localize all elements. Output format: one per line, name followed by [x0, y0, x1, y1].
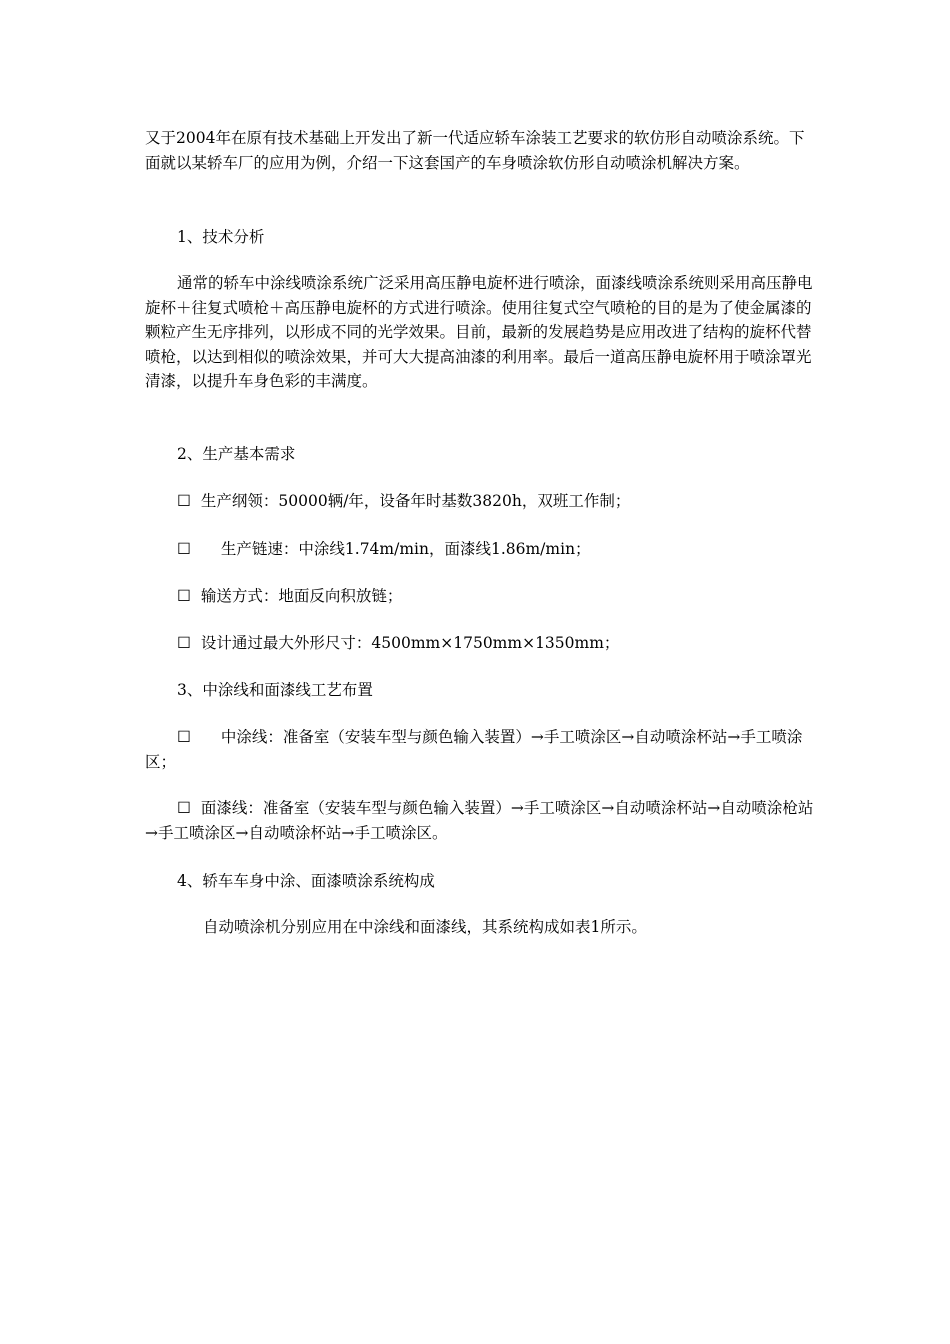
section-4-heading: 4、轿车车身中涂、面漆喷涂系统构成 — [177, 872, 435, 890]
checkbox-icon: ☐ — [177, 587, 191, 605]
layout-text: 面漆线：准备室（安装车型与颜色输入装置）→手工喷涂区→自动喷涂杯站→自动喷涂枪站→手工喷涂区→自动喷涂杯站→手工喷涂区。 — [145, 799, 814, 842]
checkbox-icon: ☐ — [177, 728, 191, 746]
requirement-item — [177, 584, 402, 608]
checkbox-icon: ☐ — [177, 492, 191, 510]
requirement-item — [177, 631, 619, 655]
requirement-text: 生产纲领：50000辆/年，设备年时基数3820h，双班工作制； — [200, 492, 631, 510]
requirement-text: 设计通过最大外形尺寸：4500mm×1750mm×1350mm； — [200, 634, 620, 652]
layout-text: 中涂线：准备室（安装车型与颜色输入装置）→手工喷涂区→自动喷涂杯站→手工喷涂区； — [145, 728, 803, 771]
section-3-heading: 3、中涂线和面漆线工艺布置 — [177, 681, 373, 699]
requirement-item — [177, 537, 591, 561]
checkbox-icon: ☐ — [177, 634, 191, 652]
checkbox-icon: ☐ — [177, 540, 191, 558]
requirement-text: 生产链速：中涂线1.74m/min，面漆线1.86m/min； — [220, 540, 591, 558]
layout-item — [145, 725, 815, 774]
requirement-text: 输送方式：地面反向积放链； — [200, 587, 403, 605]
section-1-heading: 1、技术分析 — [177, 228, 265, 246]
checkbox-icon: ☐ — [177, 799, 191, 817]
section-4-body: 自动喷涂机分别应用在中涂线和面漆线，其系统构成如表1所示。 — [203, 918, 647, 936]
section-2-heading: 2、生产基本需求 — [177, 445, 296, 463]
intro-paragraph: 又于2004年在原有技术基础上开发出了新一代适应轿车涂装工艺要求的软仿形自动喷涂系统。下面就以某轿车厂的应用为例，介绍一下这套国产的车身喷涂软仿形自动喷涂机解决方案。 — [145, 129, 805, 172]
layout-item — [145, 796, 815, 845]
requirement-item — [177, 489, 630, 513]
section-1-body: 通常的轿车中涂线喷涂系统广泛采用高压静电旋杯进行喷涂，面漆线喷涂系统则采用高压静电旋杯＋往复式喷枪＋高压静电旋杯的方式进行喷涂。使用往复式空气喷枪的目的是为了使金属漆的颗粒产生无序排列，以形成不同的光学效果。目前，最新的发展趋势是应用改进了结构的旋杯代替喷枪，以达到相似的喷涂效果，并可大大提高油漆的利用率。最后一道高压静电旋杯用于喷涂罩光清漆，以提升车身色彩的丰满度。 — [145, 274, 813, 390]
